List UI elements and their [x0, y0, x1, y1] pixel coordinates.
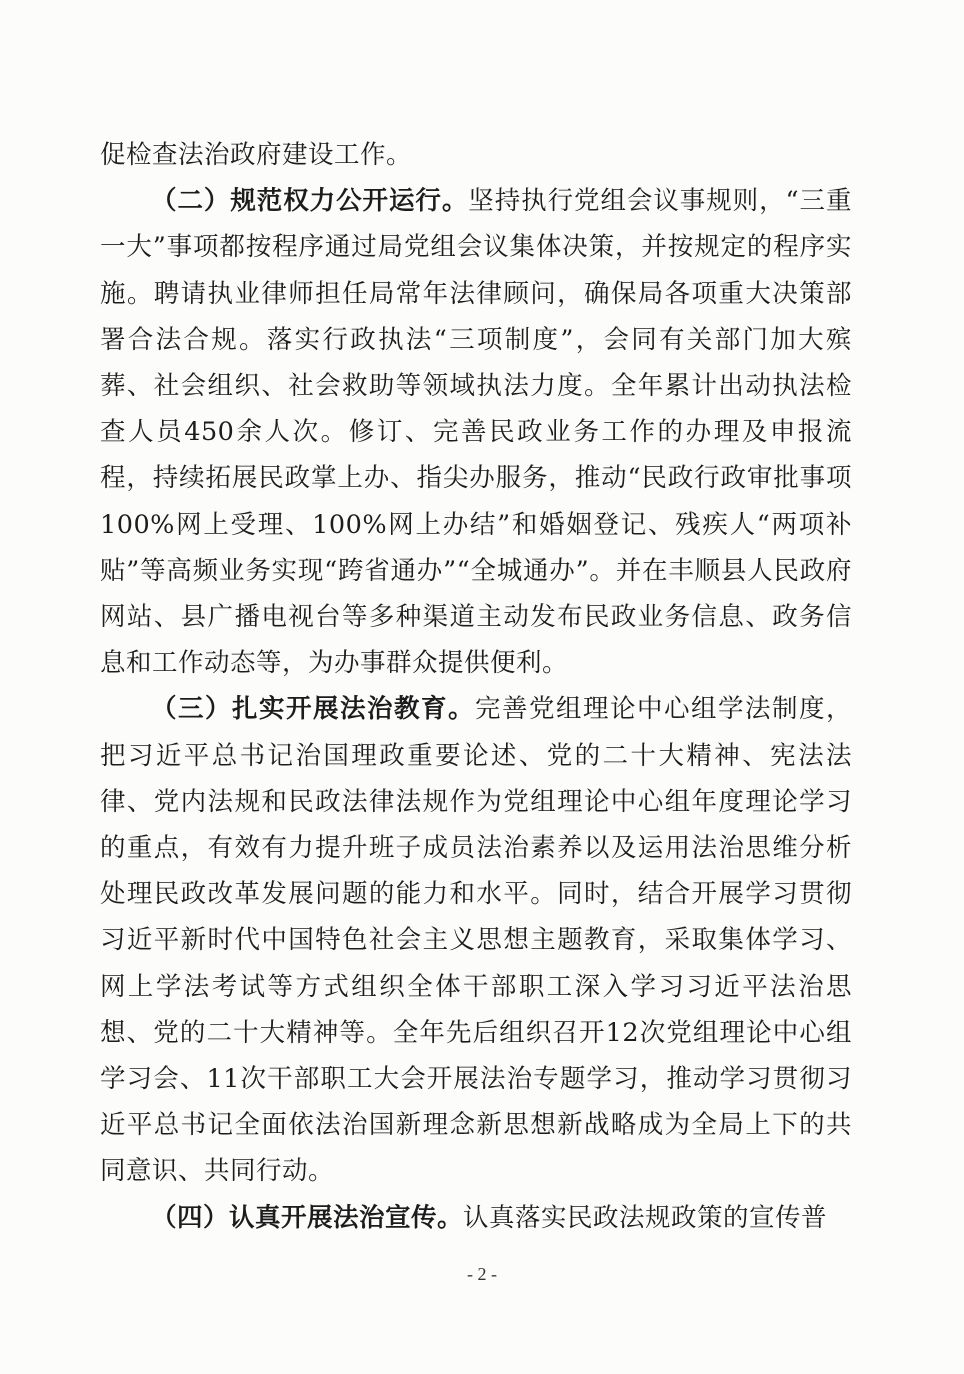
paragraph-continuation: [100, 132, 852, 178]
section-heading: （四）认真开展法治宣传。: [151, 1202, 464, 1233]
page-number: - 2 -: [467, 1264, 497, 1284]
section-heading: （二）规范权力公开运行。: [151, 186, 469, 217]
section-heading: （三）扎实开展法治教育。: [151, 694, 475, 725]
paragraph-section-2: [100, 178, 852, 686]
paragraph-text: 促检查法治政府建设工作。: [100, 140, 413, 170]
paragraph-text: 完善党组理论中心组学法制度，把习近平总书记治国理政重要论述、党的二十大精神、宪法法律、党内法规和民政法律法规作为党组理论中心组年度理论学习的重点，有效有力提升班子成员法治素养以及运用法治思维分析处理民政改革发展问题的能力和水平。同时，结合开展学习贯彻习近平新时代中国特色社会主义思想主题教育，采取集体学习、网上学法考试等方式组织全体干部职工深入学习习近平法治思想、党的二十大精神等。全年先后组织召开12次党组理论中心组学习会、11次干部职工大会开展法治专题学习，推动学习贯彻习近平总书记全面依法治国新理念新思想新战略成为全局上下的共同意识、共同行动。: [100, 694, 852, 1187]
paragraph-section-4: [100, 1195, 852, 1241]
paragraph-text: 认真落实民政法规政策的宣传普: [463, 1202, 828, 1233]
paragraph-section-3: [100, 686, 852, 1194]
paragraph-text: 坚持执行党组会议事规则，“三重一大”事项都按程序通过局党组会议集体决策，并按规定的程序实施。聘请执业律师担任局常年法律顾问，确保局各项重大决策部署合法合规。落实行政执法“三项制度”，会同有关部门加大殡葬、社会组织、社会救助等领域执法力度。全年累计出动执法检查人员450余人次。修订、完善民政业务工作的办理及申报流程，持续拓展民政掌上办、指尖办服务，推动“民政行政审批事项100%网上受理、100%网上办结”和婚姻登记、残疾人“两项补贴”等高频业务实现“跨省通办”“全城通办”。并在丰顺县人民政府网站、县广播电视台等多种渠道主动发布民政业务信息、政务信息和工作动态等，为办事群众提供便利。: [100, 186, 852, 679]
document-body: [100, 132, 852, 1241]
